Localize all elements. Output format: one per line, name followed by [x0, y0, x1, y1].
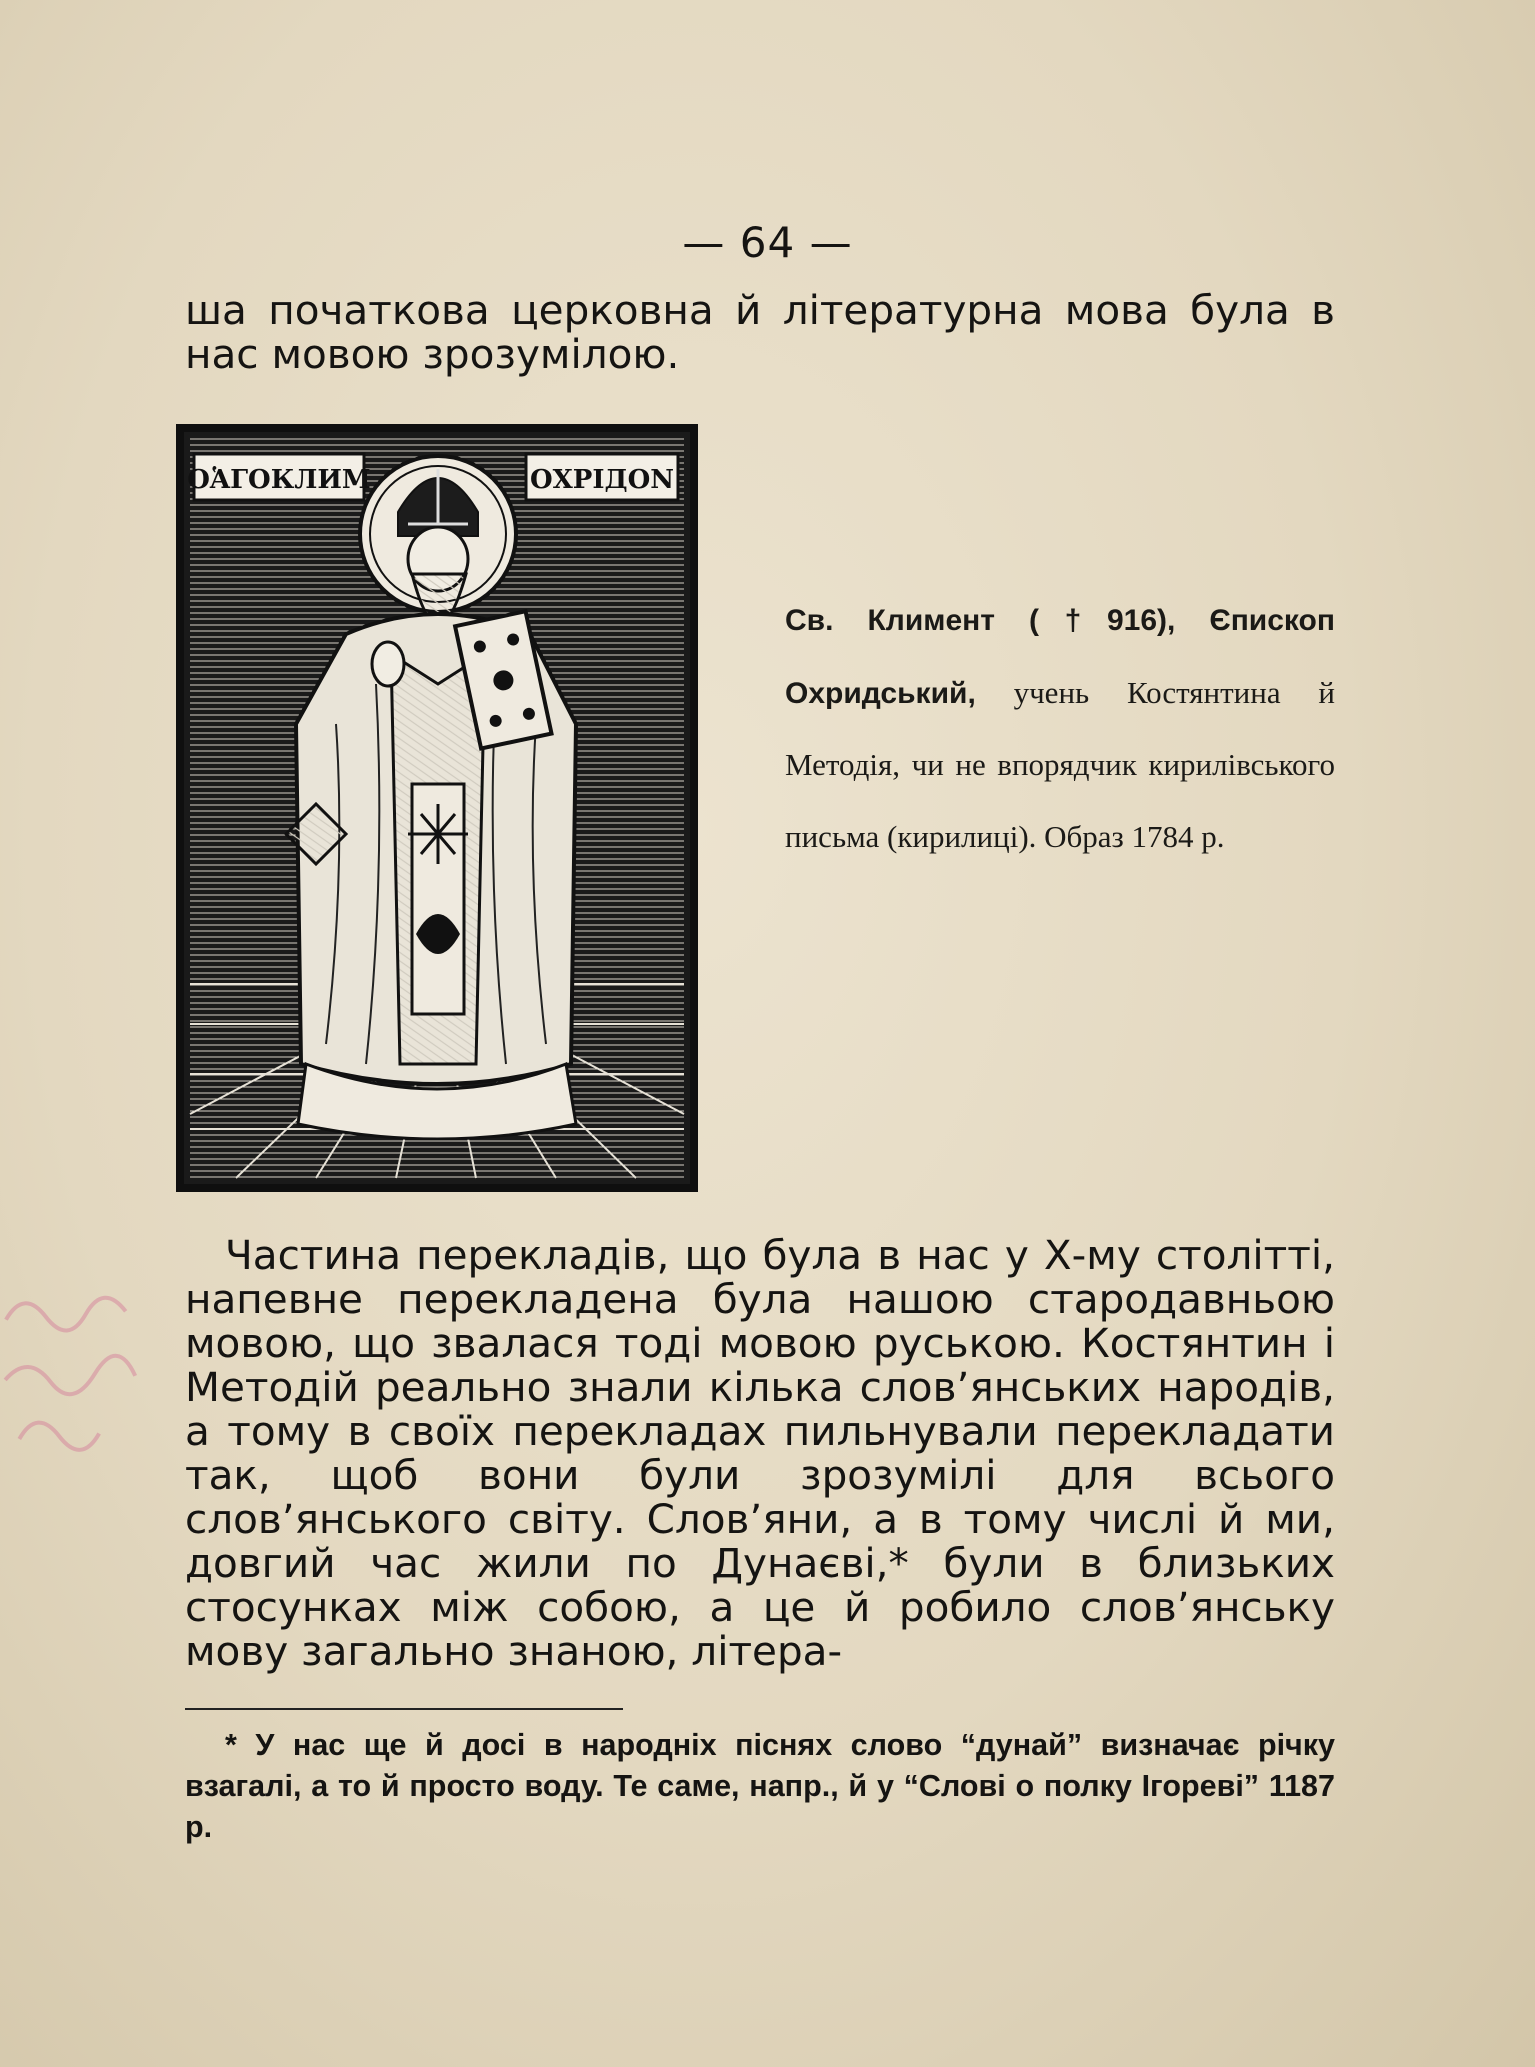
paragraph-main: Частина перекладів, що була в нас у Х-му столітті, напевне перекладена була нашою стародавньою мовою, що звалася тоді мовою руською. Костянтин і Методій реально знали кілька слов’янських народів, а тому в своїх перекладах пильнували перекладати так, щоб вони були зрозумілі для всього слов’янського світу. Слов’яни, а в тому числі й ми, довгий час жили по Дунаєві,* були в близьких стосунках між собою, а це й робило слов’янську мову загально знаною, літера-	[185, 1231, 1335, 1675]
paragraph-top: ша початкова церковна й літературна мова була в нас мовою зрозумілою.	[185, 286, 1335, 378]
footnote-rule	[185, 1708, 623, 1710]
caption-text: учень Костянтина й Методія, чи не впорядчик кирилівського письма (кирилиці). Образ 1784 р.	[785, 674, 1335, 854]
saint-engraving-icon	[176, 424, 698, 1192]
figure-label-left: ОἉГОКЛИМ	[187, 465, 371, 495]
handwriting-mark-icon	[0, 1260, 157, 1490]
footnote: * У нас ще й досі в народніх піснях слово “дунай” визначає річку взагалі, а то й просто воду. Те саме, напр., й у “Слові о полку Ігореві” 1187 р.	[185, 1728, 1335, 1844]
figure-label-right: ОХРІДОN	[529, 465, 675, 495]
caption-bold: Св. Климент (†916), Єпископ Охридський,	[785, 604, 1335, 710]
icon-engraving	[176, 424, 698, 1192]
figure-caption	[785, 584, 1335, 872]
page-number: — 64 —	[682, 218, 853, 267]
ink-stamp-mark	[0, 1260, 157, 1490]
